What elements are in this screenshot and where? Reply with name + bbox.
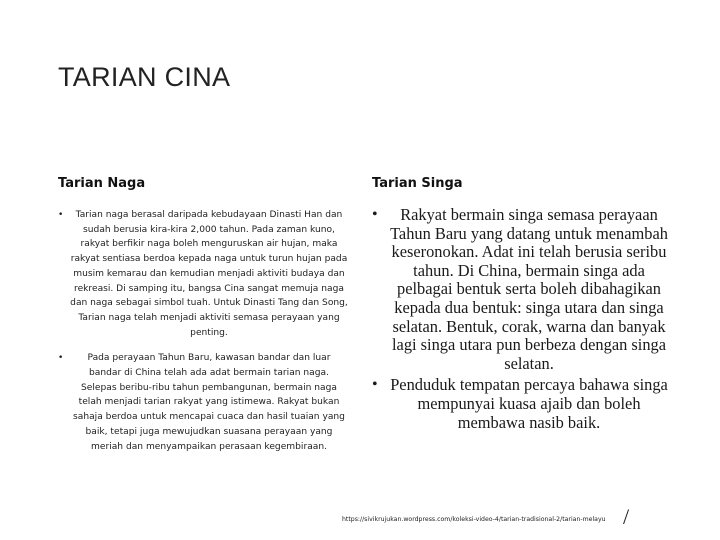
- source-link[interactable]: https://sivikrujukan.wordpress.com/koleksi-video-4/tarian-tradisional-2/tarian-melayu: [342, 516, 606, 523]
- left-column-heading: Tarian Naga: [58, 176, 146, 191]
- bullet-icon: •: [58, 210, 64, 220]
- right-bullet-list: [372, 206, 672, 432]
- right-column: [372, 176, 672, 435]
- bullet-text: Pada perayaan Tahun Baru, kawasan bandar dan luar bandar di China telah ada adat bermain tarian naga. Selepas beribu-ribu tahun pembangunan, bermain naga telah menjadi tarian rakyat yang istimewa. Rakyat bukan sahaja berdoa untuk mencapai cuaca dan hasil tuaian yang baik, tetapi juga mewujudkan suasana perayaan yang meriah dan menyampaikan perasaan kegembiraan.: [73, 353, 345, 452]
- bullet-icon: •: [58, 353, 64, 364]
- bullet-text: Tarian naga berasal daripada kebudayaan Dinasti Han dan sudah berusia kira-kira 2,000 tahun. Pada zaman kuno, rakyat berfikir naga boleh menguruskan air hujan, maka rakyat sentiasa berdoa kepada naga untuk turun hujan pada musim kemarau dan kemudian menjadi aktiviti budaya dan rekreasi. Di samping itu, bangsa Cina sangat memuja naga dan naga sebagai simbol tuah. Untuk Dinasti Tang dan Song, Tarian naga telah menjadi aktiviti semasa perayaan yang penting.: [70, 210, 348, 338]
- list-item: [58, 208, 348, 340]
- bullet-text: Penduduk tempatan percaya bahawa singa mempunyai kuasa ajaib dan boleh membawa nasib baik.: [390, 375, 668, 432]
- slide-title: TARIAN CINA: [58, 62, 231, 92]
- list-item: [58, 351, 348, 454]
- right-column-heading: Tarian Singa: [372, 176, 463, 191]
- list-item: [372, 206, 672, 373]
- left-column: [58, 176, 348, 465]
- list-item: [372, 376, 672, 432]
- footer-slash: /: [623, 504, 630, 529]
- bullet-icon: •: [372, 206, 378, 223]
- left-bullet-list: [58, 208, 348, 454]
- bullet-icon: •: [372, 376, 378, 394]
- bullet-text: Rakyat bermain singa semasa perayaan Tahun Baru yang datang untuk menambah keseronokan. Adat ini telah berusia seribu tahun. Di China, bermain singa ada pelbagai bentuk serta boleh dibahagikan kepada dua bentuk: singa utara dan singa selatan. Bentuk, corak, warna dan banyak lagi singa utara pun berbeza dengan singa selatan.: [390, 205, 668, 373]
